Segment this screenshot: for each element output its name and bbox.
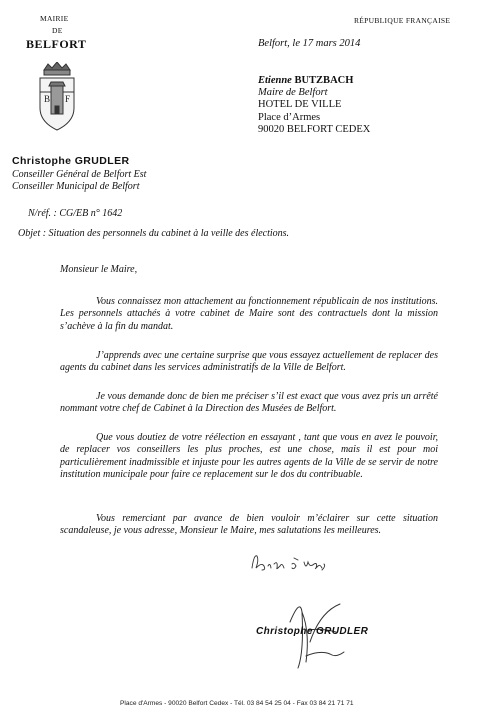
city-label: BELFORT: [26, 37, 87, 51]
sender-name: Christophe GRUDLER: [12, 155, 130, 167]
date-line: Belfort, le 17 mars 2014: [258, 38, 361, 49]
mairie-label: MAIRIE: [40, 14, 69, 23]
subject-line: Objet : Situation des personnels du cabinet à la veille des élections.: [18, 228, 290, 239]
recipient-last-name: BUTZBACH: [294, 75, 354, 86]
handwritten-note: [248, 548, 328, 578]
body-paragraph: Je vous demande donc de bien me préciser s’il est exact que vous avez pris un arrêté nommant votre chef de Cabinet à la Direction des Musées de Belfort.: [60, 391, 438, 415]
body-paragraph: Vous connaissez mon attachement au fonctionnement républicain de nos institutions. Les personnels attachés à votre cabinet de Maire sont des contractuels dont la mission s’achève à la fin du mandat.: [60, 296, 438, 332]
recipient-building: HOTEL DE VILLE: [258, 99, 342, 111]
recipient-city: 90020 BELFORT CEDEX: [258, 123, 371, 135]
recipient-title: Maire de Belfort: [258, 87, 328, 99]
footer-contact: Place d'Armes - 90020 Belfort Cedex - Tél. 03 84 54 25 04 - Fax 03 84 21 71 71: [120, 700, 354, 707]
sender-block: [12, 155, 146, 193]
recipient-name: [258, 75, 370, 87]
sender-role-2: Conseiller Municipal de Belfort: [12, 181, 140, 192]
republic-label: RÉPUBLIQUE FRANÇAISE: [354, 16, 451, 25]
recipient-first-name: Etienne: [258, 75, 292, 86]
coat-of-arms-logo: [36, 62, 78, 132]
salutation: Monsieur le Maire,: [60, 264, 138, 275]
recipient-street: Place d’Armes: [258, 111, 321, 123]
signature-name: Christophe GRUDLER: [256, 626, 369, 637]
recipient-block: [258, 75, 370, 136]
reference-line: N/réf. : CG/EB n° 1642: [28, 208, 123, 219]
svg-text:F: F: [65, 94, 71, 104]
de-label: DE: [52, 26, 63, 35]
sender-role-1: Conseiller Général de Belfort Est: [12, 169, 147, 180]
body-paragraph: Vous remerciant par avance de bien vouloir m’éclairer sur cette situation scandaleuse, je vous adresse, Monsieur le Maire, mes salutations les meilleures.: [60, 513, 438, 537]
body-paragraph: Que vous doutiez de votre réélection en essayant , tant que vous en avez le pouvoir, de replacer vos conseillers les plus proches, est une chose, mais il est pour moi particulièrement inadmissible et injuste pour les autres agents de la Ville de se servir de notre institution municipale pour faire ce replacement sur le dos du contribuable.: [60, 432, 438, 480]
svg-text:B: B: [44, 94, 51, 104]
body-paragraph: J’apprends avec une certaine surprise que vous essayez actuellement de replacer des agents du cabinet dans les services administratifs de la Ville de Belfort.: [60, 350, 438, 374]
